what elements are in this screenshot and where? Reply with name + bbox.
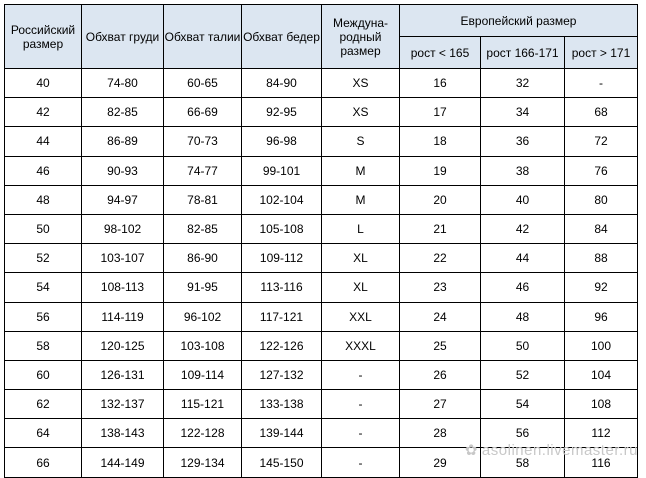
cell-intl-size: XS (322, 98, 400, 127)
cell-eu-short: 24 (400, 302, 481, 331)
cell-ru-size: 58 (5, 331, 82, 360)
cell-intl-size: M (322, 156, 400, 185)
cell-intl-size: XS (322, 69, 400, 98)
table-row (5, 273, 638, 302)
cell-ru-size: 48 (5, 185, 82, 214)
cell-waist: 74-77 (164, 156, 242, 185)
cell-hips: 113-116 (242, 273, 322, 302)
header-eu-size: Европейский размер (400, 5, 638, 37)
cell-eu-short: 27 (400, 390, 481, 419)
header-eu-height-tall: рост > 171 (565, 37, 638, 69)
cell-chest: 120-125 (82, 331, 164, 360)
cell-waist: 109-114 (164, 360, 242, 389)
cell-ru-size: 66 (5, 448, 82, 477)
table-row (5, 98, 638, 127)
cell-eu-mid: 36 (481, 127, 565, 156)
cell-eu-tall: 112 (565, 419, 638, 448)
cell-hips: 145-150 (242, 448, 322, 477)
cell-chest: 114-119 (82, 302, 164, 331)
cell-eu-short: 21 (400, 214, 481, 243)
cell-ru-size: 46 (5, 156, 82, 185)
cell-chest: 94-97 (82, 185, 164, 214)
cell-waist: 96-102 (164, 302, 242, 331)
cell-ru-size: 60 (5, 360, 82, 389)
header-eu-height-mid: рост 166-171 (481, 37, 565, 69)
cell-eu-tall: 72 (565, 127, 638, 156)
cell-hips: 127-132 (242, 360, 322, 389)
cell-hips: 99-101 (242, 156, 322, 185)
cell-intl-size: - (322, 448, 400, 477)
cell-chest: 132-137 (82, 390, 164, 419)
cell-ru-size: 64 (5, 419, 82, 448)
cell-eu-tall: 76 (565, 156, 638, 185)
table-row (5, 185, 638, 214)
cell-hips: 92-95 (242, 98, 322, 127)
cell-intl-size: L (322, 214, 400, 243)
cell-ru-size: 40 (5, 69, 82, 98)
cell-hips: 84-90 (242, 69, 322, 98)
cell-eu-tall: 116 (565, 448, 638, 477)
size-chart-table (4, 4, 638, 478)
cell-eu-mid: 56 (481, 419, 565, 448)
cell-eu-mid: 40 (481, 185, 565, 214)
header-chest: Обхват груди (82, 5, 164, 69)
cell-waist: 82-85 (164, 214, 242, 243)
cell-hips: 117-121 (242, 302, 322, 331)
cell-hips: 109-112 (242, 244, 322, 273)
cell-eu-short: 28 (400, 419, 481, 448)
cell-intl-size: S (322, 127, 400, 156)
cell-eu-short: 29 (400, 448, 481, 477)
cell-eu-mid: 54 (481, 390, 565, 419)
cell-chest: 126-131 (82, 360, 164, 389)
cell-eu-short: 25 (400, 331, 481, 360)
cell-hips: 102-104 (242, 185, 322, 214)
cell-eu-mid: 32 (481, 69, 565, 98)
cell-waist: 78-81 (164, 185, 242, 214)
cell-eu-short: 22 (400, 244, 481, 273)
cell-eu-tall: 80 (565, 185, 638, 214)
cell-waist: 129-134 (164, 448, 242, 477)
cell-waist: 60-65 (164, 69, 242, 98)
watermark-text: asolinen.livemaster.ru (481, 442, 638, 459)
cell-ru-size: 62 (5, 390, 82, 419)
cell-eu-tall: 100 (565, 331, 638, 360)
cell-chest: 74-80 (82, 69, 164, 98)
cell-waist: 86-90 (164, 244, 242, 273)
cell-eu-tall: - (565, 69, 638, 98)
cell-eu-short: 26 (400, 360, 481, 389)
header-ru-size: Российский размер (5, 5, 82, 69)
header-hips: Обхват бедер (242, 5, 322, 69)
cell-waist: 103-108 (164, 331, 242, 360)
cell-eu-mid: 42 (481, 214, 565, 243)
cell-eu-tall: 88 (565, 244, 638, 273)
cell-waist: 122-128 (164, 419, 242, 448)
cell-chest: 138-143 (82, 419, 164, 448)
cell-eu-mid: 46 (481, 273, 565, 302)
cell-eu-short: 18 (400, 127, 481, 156)
cell-ru-size: 56 (5, 302, 82, 331)
header-eu-height-short: рост < 165 (400, 37, 481, 69)
table-row (5, 360, 638, 389)
cell-hips: 105-108 (242, 214, 322, 243)
cell-ru-size: 50 (5, 214, 82, 243)
cell-eu-tall: 68 (565, 98, 638, 127)
watermark (465, 441, 638, 459)
cell-chest: 103-107 (82, 244, 164, 273)
cell-eu-mid: 52 (481, 360, 565, 389)
cell-ru-size: 44 (5, 127, 82, 156)
cell-waist: 115-121 (164, 390, 242, 419)
cell-ru-size: 52 (5, 244, 82, 273)
cell-eu-mid: 44 (481, 244, 565, 273)
cell-intl-size: M (322, 185, 400, 214)
cell-eu-mid: 34 (481, 98, 565, 127)
cell-hips: 139-144 (242, 419, 322, 448)
cell-eu-short: 20 (400, 185, 481, 214)
table-row (5, 331, 638, 360)
cell-intl-size: XL (322, 273, 400, 302)
table-row (5, 244, 638, 273)
cell-eu-tall: 92 (565, 273, 638, 302)
cell-eu-short: 16 (400, 69, 481, 98)
cell-waist: 91-95 (164, 273, 242, 302)
cell-eu-mid: 48 (481, 302, 565, 331)
table-row (5, 156, 638, 185)
cell-intl-size: - (322, 419, 400, 448)
table-row (5, 127, 638, 156)
flower-icon: ✿ (464, 442, 478, 459)
cell-eu-short: 23 (400, 273, 481, 302)
cell-eu-tall: 96 (565, 302, 638, 331)
cell-chest: 90-93 (82, 156, 164, 185)
cell-eu-tall: 104 (565, 360, 638, 389)
cell-hips: 122-126 (242, 331, 322, 360)
cell-eu-tall: 84 (565, 214, 638, 243)
cell-hips: 133-138 (242, 390, 322, 419)
cell-ru-size: 42 (5, 98, 82, 127)
cell-hips: 96-98 (242, 127, 322, 156)
cell-chest: 98-102 (82, 214, 164, 243)
cell-eu-mid: 50 (481, 331, 565, 360)
table-row (5, 69, 638, 98)
cell-waist: 66-69 (164, 98, 242, 127)
cell-intl-size: XXXL (322, 331, 400, 360)
cell-chest: 144-149 (82, 448, 164, 477)
table-row (5, 302, 638, 331)
cell-chest: 82-85 (82, 98, 164, 127)
cell-ru-size: 54 (5, 273, 82, 302)
table-row (5, 214, 638, 243)
cell-intl-size: - (322, 390, 400, 419)
cell-intl-size: - (322, 360, 400, 389)
cell-eu-tall: 108 (565, 390, 638, 419)
header-intl-size: Междуна-родный размер (322, 5, 400, 69)
cell-eu-mid: 58 (481, 448, 565, 477)
cell-eu-short: 17 (400, 98, 481, 127)
header-waist: Обхват талии (164, 5, 242, 69)
cell-waist: 70-73 (164, 127, 242, 156)
table-row (5, 390, 638, 419)
cell-eu-mid: 38 (481, 156, 565, 185)
cell-intl-size: XL (322, 244, 400, 273)
cell-intl-size: XXL (322, 302, 400, 331)
cell-chest: 108-113 (82, 273, 164, 302)
cell-chest: 86-89 (82, 127, 164, 156)
cell-eu-short: 19 (400, 156, 481, 185)
